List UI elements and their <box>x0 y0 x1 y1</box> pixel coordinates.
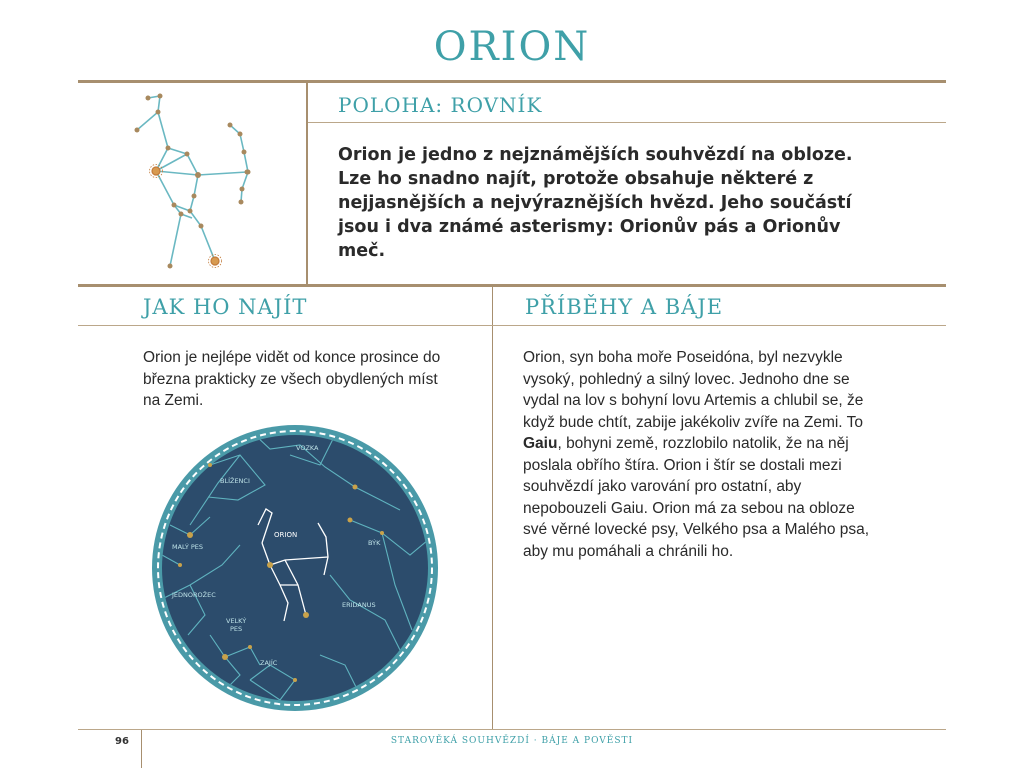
find-heading: JAK HO NAJÍT <box>143 295 308 319</box>
label-velky-pes-line1: VELKÝ <box>226 617 247 625</box>
orion-constellation-diagram <box>110 88 270 278</box>
label-vozka: VOZKA <box>296 444 319 452</box>
myths-text-bold: Gaiu <box>523 435 558 452</box>
intro-paragraph: Orion je jedno z nejznámějších souhvězdí na obloze. Lze ho snadno najít, protože obsahuje některé z nejjasnějších a nejvýraznějších hvězd. Jeho součástí jsou i dva známé asterismy: Orionův pás a Orionův meč. <box>338 145 853 261</box>
page-number: 96 <box>115 736 129 747</box>
top-rule <box>78 80 946 83</box>
column-divider <box>492 286 493 730</box>
page-title: ORION <box>433 24 591 70</box>
constellation-divider <box>306 82 308 285</box>
label-byk: BÝK <box>368 539 381 547</box>
label-zajic: ZAJÍC <box>260 659 278 667</box>
middle-rule <box>78 284 946 287</box>
position-underline <box>308 122 946 123</box>
position-heading: POLOHA: ROVNÍK <box>338 93 543 117</box>
myths-paragraph <box>523 347 873 562</box>
find-paragraph: Orion je nejlépe vidět od konce prosince do března prakticky ze všech obydlených míst na Zemi. <box>143 349 441 409</box>
myths-heading: PŘÍBĚHY A BÁJE <box>525 295 724 319</box>
bottom-rule <box>78 729 946 730</box>
label-blizenci: BLÍŽENCI <box>220 477 250 485</box>
sky-map <box>150 425 440 715</box>
myths-text-part2: , bohyni země, rozzlobilo natolik, že na něj poslala obřího štíra. Orion i štír se dostali mezi souhvězdí jako varování pro ostatní, aby nepobouzeli Gaiu. Orion má za sebou na obloze své věrné lovecké psy, Velkého psa a Malého psa, aby mu pomáhali a chránili ho. <box>523 435 870 560</box>
running-footer: STAROVĚKÁ SOUHVĚZDÍ · BÁJE A POVĚSTI <box>390 736 634 746</box>
label-maly-pes: MALÝ PES <box>172 543 204 551</box>
label-orion: ORION <box>274 531 298 539</box>
label-eridanus: ERIDANUS <box>342 601 376 609</box>
myths-text-part1: Orion, syn boha moře Poseidóna, byl nezvykle vysoký, pohledný a silný lovec. Jednoho dne se vydal na lov s bohyní lovu Artemis a chlubil se, že když bude chtít, zabije jakékoliv zvíře na Zemi. To <box>523 349 864 431</box>
section-underline <box>78 325 946 326</box>
sky-map-background <box>162 435 428 701</box>
label-jednorozec: JEDNOROŽEC <box>172 591 216 599</box>
label-velky-pes-line2: PES <box>230 625 243 633</box>
